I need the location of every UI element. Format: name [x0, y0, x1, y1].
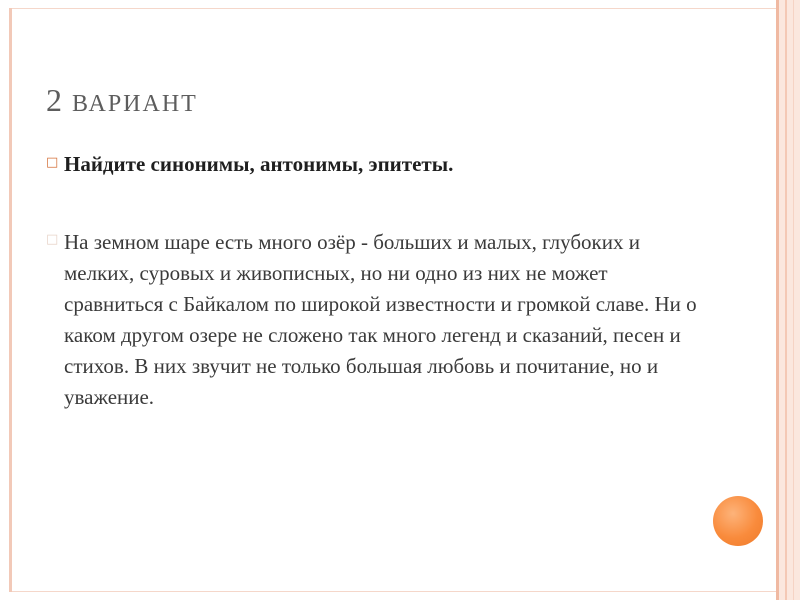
frame-right-line: [785, 0, 787, 600]
title-number: 2: [46, 82, 63, 118]
frame-left-line: [9, 8, 12, 592]
hollow-square-bullet-icon: □: [46, 232, 59, 247]
task-item: [46, 150, 453, 178]
title-word: ВАРИАНТ: [72, 91, 198, 117]
paragraph-text: На земном шаре есть много озёр - больших и малых, глубоких и мелких, суровых и живописных, но ни одно из них не может сравниться с Байкалом по широкой известности и громкой славе. Ни о каком другом озере не сложено так много легенд и сказаний, песен и стихов. В них звучит не только большая любовь и почитание, но и уважение.: [64, 230, 697, 409]
frame-top-line: [9, 8, 779, 9]
task-text: Найдите синонимы, антонимы, эпитеты.: [64, 152, 454, 176]
frame-right-line: [776, 0, 779, 600]
frame-right-line: [793, 0, 794, 600]
hollow-square-bullet-icon: □: [46, 155, 59, 170]
orange-circle-decoration: [713, 496, 763, 546]
slide-title: [46, 82, 198, 119]
frame-right-band: [778, 0, 800, 600]
frame-bottom-line: [9, 591, 779, 592]
paragraph-item: [46, 227, 704, 413]
